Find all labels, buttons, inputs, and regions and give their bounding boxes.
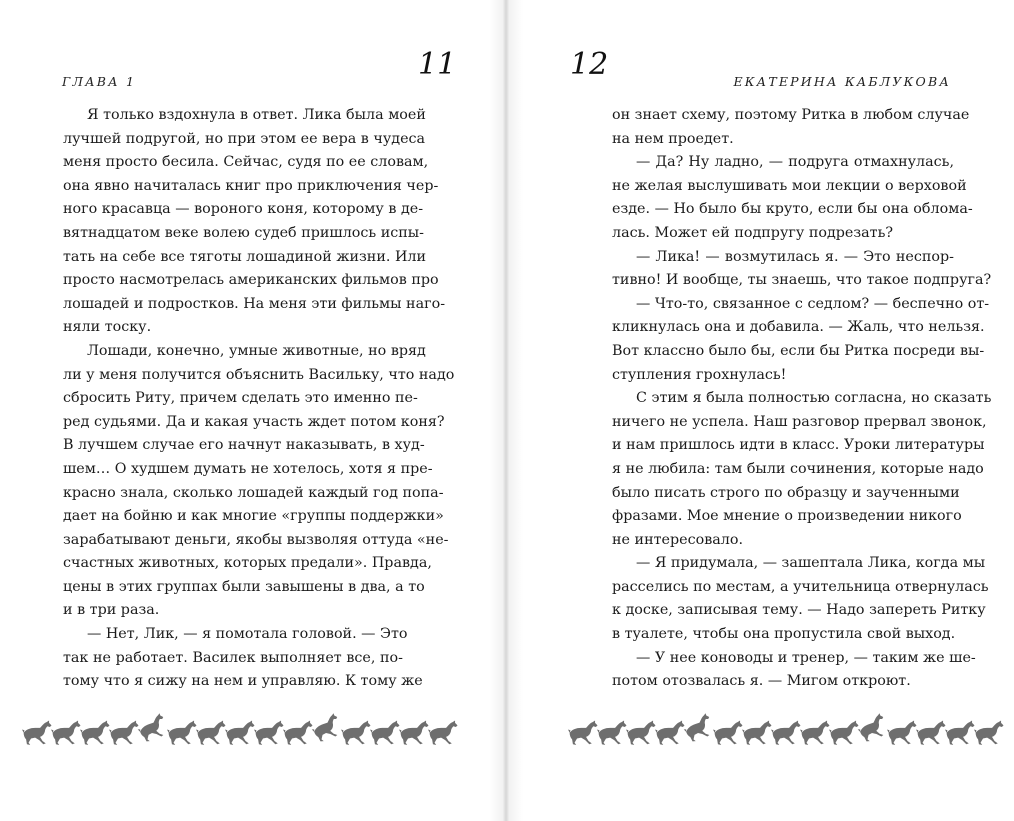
horse-icon xyxy=(135,713,169,744)
book-gutter-shadow xyxy=(489,0,523,821)
text-line: — Я придумала, — зашептала Лика, когда мы xyxy=(636,555,986,572)
horse-icon xyxy=(341,720,371,745)
text-line: она явно начиталась книг про приключения чер- xyxy=(63,177,439,194)
text-line: сбросить Риту, причем сделать это именно пе- xyxy=(63,390,418,407)
horse-icon xyxy=(597,720,627,745)
horse-icon xyxy=(22,720,52,745)
text-line: зарабатывают деньги, якобы вызволяя оттуда «не- xyxy=(63,531,449,548)
text-line: цены в этих группах были завышены в два, а то xyxy=(63,578,425,595)
text-line: лучшей подругой, но при этом ее вера в чудеса xyxy=(63,130,426,147)
text-line: потом отозвалась я. — Мигом откроют. xyxy=(612,673,911,690)
body-text xyxy=(63,104,455,694)
horse-icon xyxy=(681,713,715,744)
text-line: В лучшем случае его начнут наказывать, в худ- xyxy=(63,437,425,454)
horse-icon xyxy=(51,720,81,745)
horse-icon xyxy=(655,720,685,745)
text-line: — Что-то, связанное с седлом? — беспечно от- xyxy=(636,295,990,312)
horse-icon xyxy=(626,720,656,745)
text-line: няли тоску. xyxy=(63,319,152,336)
horse-icon xyxy=(370,720,400,745)
text-line: С этим я была полностью согласна, но сказать xyxy=(636,390,992,407)
running-head-chapter: ГЛАВА 1 xyxy=(62,74,137,89)
horse-icon xyxy=(713,720,743,745)
text-line: Я только вздохнула в ответ. Лика была моей xyxy=(87,107,426,123)
horse-icon xyxy=(945,720,975,745)
horse-icon xyxy=(399,720,429,745)
text-line: и нам пришлось идти в класс. Уроки литературы xyxy=(612,437,985,454)
horse-icon xyxy=(254,720,284,745)
horse-icon xyxy=(855,713,889,744)
body-text xyxy=(612,104,992,694)
text-line: красно знала, сколько лошадей каждый год попа- xyxy=(63,484,444,501)
text-line: — Да? Ну ладно, — подруга отмахнулась, xyxy=(636,154,954,171)
horse-icon xyxy=(109,720,139,745)
horse-icon xyxy=(887,720,917,745)
text-line: — У нее коноводы и тренер, — таким же ше- xyxy=(636,649,976,666)
text-line: тивно! И вообще, ты знаешь, что такое подпруга? xyxy=(612,272,992,289)
text-line: ред судьями. Да и какая участь ждет потом коня? xyxy=(63,413,445,430)
horse-icon xyxy=(283,720,313,745)
galloping-horses-icon xyxy=(18,712,458,750)
text-line: Лошади, конечно, умные животные, но вряд xyxy=(87,342,426,359)
horse-icon xyxy=(974,720,1004,745)
text-line: езде. — Но было бы круто, если бы она облома- xyxy=(612,201,973,218)
text-line: лась. Может ей подпругу подрезать? xyxy=(612,224,894,241)
text-line: просто насмотрелась американских фильмов про xyxy=(63,272,439,289)
text-line: тать на себе все тяготы лошадиной жизни. Или xyxy=(63,248,427,265)
horse-icon xyxy=(428,720,458,745)
text-line: в туалете, чтобы она пропустила свой выход. xyxy=(612,626,956,643)
text-line: и в три раза. xyxy=(63,602,160,619)
text-line: не интересовало. xyxy=(612,531,743,548)
text-line: было писать строго по образцу и заученными xyxy=(612,484,960,501)
horse-icon xyxy=(167,720,197,745)
horse-icon xyxy=(196,720,226,745)
horse-icon xyxy=(568,720,598,745)
text-line: к доске, записывая тему. — Надо запереть Ритку xyxy=(612,602,986,619)
horse-icon xyxy=(829,720,859,745)
text-line: ничего не успела. Наш разговор прервал звонок, xyxy=(612,413,987,430)
text-line: шем… О худшем думать не хотелось, хотя я пре- xyxy=(63,460,433,477)
text-line: меня просто бесила. Сейчас, судя по ее словам, xyxy=(63,154,429,171)
text-line: не желая выслушивать мои лекции о верховой xyxy=(612,177,967,194)
text-line: дает на бойню и как многие «группы поддержки» xyxy=(63,508,444,525)
running-head-author: ЕКАТЕРИНА КАБЛУКОВА xyxy=(733,74,951,89)
galloping-horses-icon xyxy=(564,712,1004,750)
page-number: 12 xyxy=(570,47,609,82)
right-page xyxy=(506,0,1014,821)
text-line: — Нет, Лик, — я помотала головой. — Это xyxy=(87,626,408,643)
horse-icon xyxy=(742,720,772,745)
horse-icon xyxy=(225,720,255,745)
text-line: фразами. Мое мнение о произведении никого xyxy=(612,508,962,525)
horse-icon xyxy=(309,713,343,744)
text-line: ступления грохнулась! xyxy=(612,366,787,383)
text-line: вятнадцатом веке волею судеб пришлось испы- xyxy=(63,224,425,241)
text-line: лошадей и подростков. На меня эти фильмы наго- xyxy=(63,295,446,312)
text-line: кликнулась она и добавила. — Жаль, что нельзя. xyxy=(612,319,985,336)
text-line: он знает схему, поэтому Ритка в любом случае xyxy=(612,107,970,123)
page-number: 11 xyxy=(418,47,457,82)
text-line: на нем проедет. xyxy=(612,130,734,147)
text-line: так не работает. Василек выполняет все, по- xyxy=(63,649,403,666)
text-line: тому что я сижу на нем и управляю. К тому же xyxy=(63,673,423,690)
text-line: Вот классно было бы, если бы Ритка посреди вы- xyxy=(612,342,985,359)
text-line: — Лика! — возмутилась я. — Это неспор- xyxy=(636,248,954,265)
text-line: я не любила: там были сочинения, которые надо xyxy=(612,460,984,477)
horse-icon xyxy=(80,720,110,745)
left-page xyxy=(0,0,506,821)
text-line: ного красавца — вороного коня, которому в де- xyxy=(63,201,424,218)
text-line: ли у меня получится объяснить Васильку, что надо xyxy=(63,366,455,383)
horse-icon xyxy=(800,720,830,745)
horse-icon xyxy=(916,720,946,745)
horse-icon xyxy=(771,720,801,745)
text-line: счастных животных, которых предали». Правда, xyxy=(63,555,432,572)
text-line: расселись по местам, а учительница отвернулась xyxy=(612,578,989,595)
